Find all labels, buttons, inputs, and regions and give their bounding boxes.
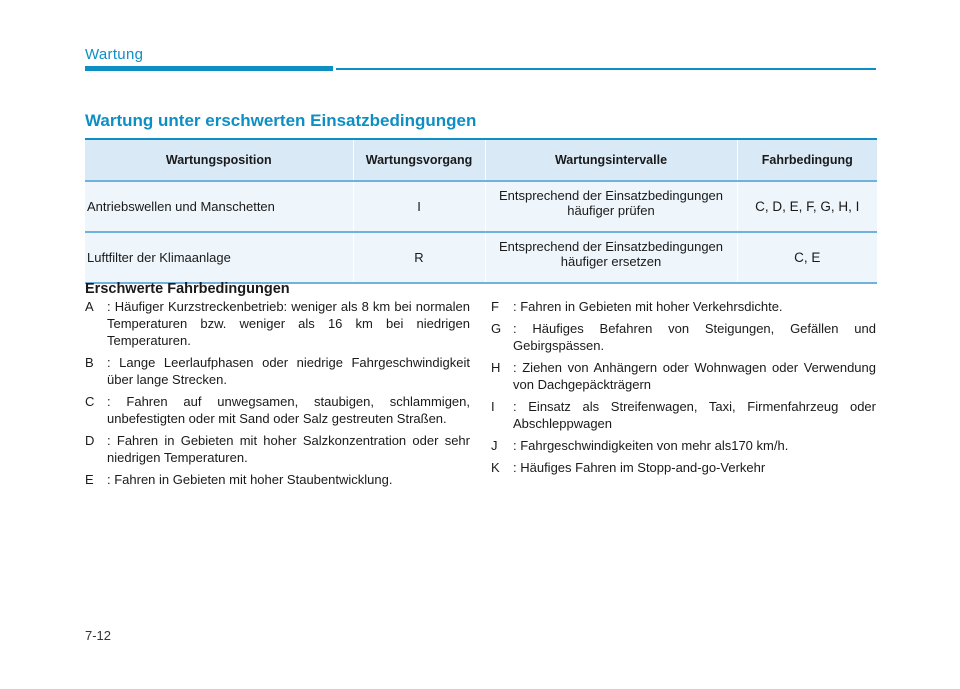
section-header: Wartung [85, 46, 144, 63]
list-item [85, 354, 470, 388]
column-header: Wartungsintervalle [485, 139, 737, 181]
table-cell: I [353, 181, 485, 232]
conditions-left-column [85, 298, 470, 493]
condition-text: : Häufiges Fahren im Stopp-and-go-Verkehr [513, 460, 766, 475]
condition-text: : Häufiges Befahren von Steigungen, Gefällen und Gebirgspässen. [513, 321, 876, 353]
conditions-title: Erschwerte Fahrbedingungen [85, 281, 290, 297]
page-title: Wartung unter erschwerten Einsatzbedingungen [85, 111, 477, 130]
list-item [85, 298, 470, 349]
table-row [85, 232, 877, 283]
list-item [491, 320, 876, 354]
list-item [491, 437, 876, 454]
condition-key: E [85, 472, 94, 487]
table-cell: R [353, 232, 485, 283]
condition-text: : Einsatz als Streifenwagen, Taxi, Firmenfahrzeug oder Abschleppwagen [513, 399, 876, 431]
condition-key: K [491, 460, 500, 475]
condition-key: B [85, 355, 94, 370]
table-header-row [85, 139, 877, 181]
condition-text: : Häufiger Kurzstreckenbetrieb: weniger als 8 km bei normalen Temperaturen bzw. weniger als 16 km bei niedrigen Temperaturen. [107, 299, 470, 348]
condition-key: I [491, 399, 495, 414]
header-bar-thick [85, 66, 333, 71]
conditions-right-column [491, 298, 876, 481]
condition-key: F [491, 299, 499, 314]
table-cell: Luftfilter der Klimaanlage [85, 232, 353, 283]
condition-key: H [491, 360, 501, 375]
list-item [85, 432, 470, 466]
condition-text: : Ziehen von Anhängern oder Wohnwagen oder Verwendung von Dachgepäckträgern [513, 360, 876, 392]
column-header: Fahrbedingung [737, 139, 877, 181]
condition-text: : Fahren in Gebieten mit hoher Salzkonzentration oder sehr niedrigen Temperaturen. [107, 433, 470, 465]
list-item [491, 398, 876, 432]
condition-key: D [85, 433, 95, 448]
condition-key: J [491, 438, 498, 453]
list-item [85, 393, 470, 427]
condition-key: G [491, 321, 502, 336]
list-item [491, 298, 876, 315]
list-item [491, 359, 876, 393]
table-row [85, 181, 877, 232]
condition-key: C [85, 394, 95, 409]
condition-key: A [85, 299, 94, 314]
condition-text: : Fahren in Gebieten mit hoher Verkehrsdichte. [513, 299, 783, 314]
table-cell: Entsprechend der Einsatzbedingungen häufiger prüfen [485, 181, 737, 232]
list-item [491, 459, 876, 476]
table-cell: Antriebswellen und Manschetten [85, 181, 353, 232]
maintenance-table [85, 138, 877, 284]
list-item [85, 471, 470, 488]
condition-text: : Lange Leerlaufphasen oder niedrige Fahrgeschwindigkeit über lange Strecken. [107, 355, 470, 387]
condition-text: : Fahrgeschwindigkeiten von mehr als170 km/h. [513, 438, 789, 453]
header-bar-thin [336, 68, 876, 70]
table-cell: C, D, E, F, G, H, I [737, 181, 877, 232]
column-header: Wartungsvorgang [353, 139, 485, 181]
table-cell: C, E [737, 232, 877, 283]
condition-text: : Fahren auf unwegsamen, staubigen, schlammigen, unbefestigten oder mit Sand oder Salz gestreuten Straßen. [107, 394, 470, 426]
table-cell: Entsprechend der Einsatzbedingungen häufiger ersetzen [485, 232, 737, 283]
column-header: Wartungsposition [85, 139, 353, 181]
condition-text: : Fahren in Gebieten mit hoher Staubentwicklung. [107, 472, 393, 487]
page-number: 7-12 [85, 628, 112, 643]
